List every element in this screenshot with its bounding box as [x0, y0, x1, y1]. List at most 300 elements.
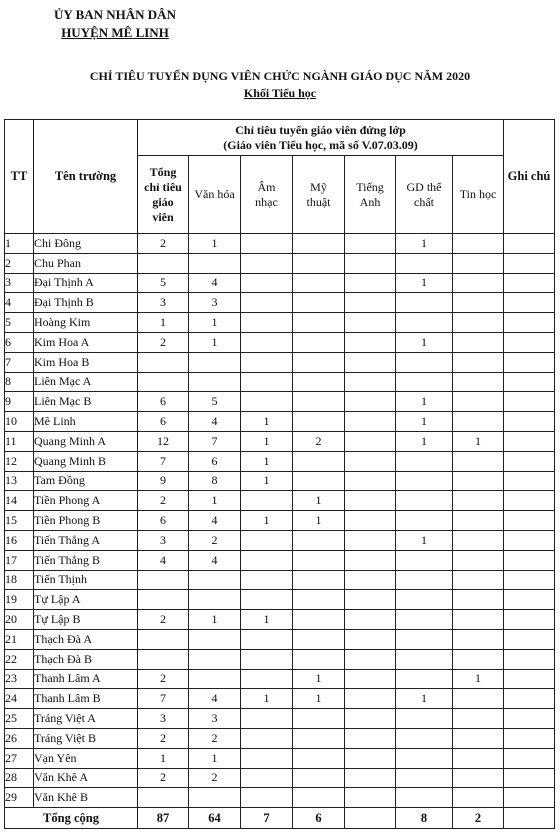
quota-value — [241, 629, 293, 649]
quota-value — [241, 768, 293, 788]
quota-value — [241, 332, 293, 352]
row-note — [504, 728, 555, 748]
quota-value — [241, 293, 293, 313]
quota-value — [293, 530, 345, 550]
row-note — [504, 491, 555, 511]
quota-value — [293, 253, 345, 273]
table-row — [5, 610, 555, 630]
table-row — [5, 511, 555, 531]
quota-value — [241, 748, 293, 768]
document-title: CHỈ TIÊU TUYỂN DỤNG VIÊN CHỨC NGÀNH GIÁO DỤC NĂM 2020 — [89, 69, 471, 83]
total-value: 2 — [453, 808, 504, 829]
row-number: 25 — [5, 709, 34, 729]
row-number: 5 — [5, 313, 34, 333]
row-number: 20 — [5, 610, 34, 630]
total-value: 8 — [396, 808, 453, 829]
header-english-l2: Anh — [359, 194, 381, 209]
quota-value — [138, 352, 189, 372]
total-value: 6 — [293, 808, 345, 829]
row-note — [504, 709, 555, 729]
header-it-l1: Tin học — [459, 187, 497, 201]
quota-value: 2 — [189, 530, 241, 550]
total-value: 7 — [241, 808, 293, 829]
quota-value: 7 — [138, 451, 189, 471]
quota-value: 1 — [293, 511, 345, 531]
quota-value: 1 — [293, 669, 345, 689]
quota-value — [189, 570, 241, 590]
quota-value — [293, 748, 345, 768]
quota-value — [453, 273, 504, 293]
table-row — [5, 352, 555, 372]
quota-value — [241, 234, 293, 254]
quota-value — [345, 273, 396, 293]
row-note — [504, 689, 555, 709]
row-note — [504, 590, 555, 610]
header-total — [138, 156, 189, 234]
school-name: Liên Mạc A — [34, 372, 138, 392]
row-number: 15 — [5, 511, 34, 531]
quota-value — [293, 352, 345, 372]
quota-value — [453, 570, 504, 590]
table-row — [5, 649, 555, 669]
quota-value — [345, 352, 396, 372]
school-name: Tiến Thịnh — [34, 570, 138, 590]
quota-value — [345, 451, 396, 471]
quota-value: 1 — [293, 491, 345, 511]
row-number: 12 — [5, 451, 34, 471]
quota-value — [293, 709, 345, 729]
school-name: Tự Lập A — [34, 590, 138, 610]
quota-value: 2 — [138, 669, 189, 689]
school-name: Tự Lập B — [34, 610, 138, 630]
table-row — [5, 689, 555, 709]
school-name: Thạch Đà B — [34, 649, 138, 669]
row-note — [504, 511, 555, 531]
quota-value: 4 — [189, 689, 241, 709]
row-note — [504, 788, 555, 808]
quota-value — [453, 511, 504, 531]
row-note — [504, 352, 555, 372]
quota-value — [241, 728, 293, 748]
quota-value: 1 — [138, 313, 189, 333]
quota-value: 7 — [189, 431, 241, 451]
quota-value — [345, 709, 396, 729]
row-number: 16 — [5, 530, 34, 550]
quota-value — [189, 649, 241, 669]
quota-value — [345, 768, 396, 788]
quota-value — [453, 530, 504, 550]
quota-value — [396, 451, 453, 471]
row-number: 21 — [5, 629, 34, 649]
quota-value: 2 — [189, 728, 241, 748]
row-note — [504, 649, 555, 669]
quota-value: 1 — [241, 451, 293, 471]
quota-value: 1 — [396, 689, 453, 709]
row-note — [504, 392, 555, 412]
school-name: Tam Đồng — [34, 471, 138, 491]
table-row — [5, 629, 555, 649]
header-total-l3: giáo — [152, 194, 174, 209]
table-row — [5, 550, 555, 570]
quota-value: 2 — [138, 728, 189, 748]
quota-value: 3 — [189, 709, 241, 729]
row-number: 8 — [5, 372, 34, 392]
row-number: 6 — [5, 332, 34, 352]
quota-value — [396, 372, 453, 392]
quota-value — [138, 590, 189, 610]
quota-value — [241, 590, 293, 610]
quota-value: 4 — [189, 412, 241, 432]
table-row — [5, 768, 555, 788]
row-number: 26 — [5, 728, 34, 748]
quota-value — [241, 352, 293, 372]
row-number: 17 — [5, 550, 34, 570]
quota-value — [453, 352, 504, 372]
row-number: 2 — [5, 253, 34, 273]
row-number: 11 — [5, 431, 34, 451]
quota-value — [189, 629, 241, 649]
row-note — [504, 313, 555, 333]
agency-line-2: HUYỆN MÊ LINH — [61, 25, 169, 40]
quota-value: 9 — [138, 471, 189, 491]
quota-value — [293, 372, 345, 392]
quota-value — [396, 293, 453, 313]
issuing-agency — [30, 6, 200, 42]
school-name: Thanh Lâm A — [34, 669, 138, 689]
quota-value: 1 — [241, 689, 293, 709]
quota-value — [345, 728, 396, 748]
school-name: Quang Minh A — [34, 431, 138, 451]
row-note — [504, 570, 555, 590]
quota-value — [293, 768, 345, 788]
row-number: 3 — [5, 273, 34, 293]
school-name: Đại Thịnh B — [34, 293, 138, 313]
school-name: Kim Hoa B — [34, 352, 138, 372]
quota-value — [396, 313, 453, 333]
quota-value — [453, 629, 504, 649]
quota-value: 1 — [241, 471, 293, 491]
quota-value — [189, 788, 241, 808]
quota-value — [453, 788, 504, 808]
quota-value — [345, 313, 396, 333]
school-name: Tiền Phong A — [34, 491, 138, 511]
row-note — [504, 471, 555, 491]
quota-value — [189, 590, 241, 610]
table-row — [5, 451, 555, 471]
row-number: 28 — [5, 768, 34, 788]
header-note: Ghi chú — [504, 120, 555, 234]
quota-value — [345, 491, 396, 511]
total-row — [5, 808, 555, 829]
school-name: Quang Minh B — [34, 451, 138, 471]
quota-value — [241, 253, 293, 273]
quota-value — [345, 590, 396, 610]
quota-value — [396, 669, 453, 689]
quota-value: 2 — [293, 431, 345, 451]
school-name: Chi Đông — [34, 234, 138, 254]
quota-value — [453, 313, 504, 333]
quota-value — [453, 491, 504, 511]
header-music-l2: nhạc — [255, 194, 278, 209]
row-number: 24 — [5, 689, 34, 709]
quota-value — [453, 471, 504, 491]
quota-value — [345, 570, 396, 590]
quota-value — [453, 253, 504, 273]
header-total-l1: Tổng — [149, 164, 177, 179]
header-group — [138, 120, 504, 156]
quota-value — [293, 313, 345, 333]
quota-value: 1 — [241, 610, 293, 630]
quota-value — [293, 471, 345, 491]
quota-value — [345, 253, 396, 273]
quota-value — [396, 570, 453, 590]
quota-value: 6 — [138, 511, 189, 531]
quota-value — [345, 689, 396, 709]
quota-value — [396, 788, 453, 808]
header-culture — [189, 156, 241, 234]
quota-value — [293, 610, 345, 630]
quota-value — [138, 570, 189, 590]
row-note — [504, 431, 555, 451]
quota-value: 1 — [189, 748, 241, 768]
row-note — [504, 629, 555, 649]
quota-value: 1 — [189, 234, 241, 254]
header-pe-l2: chất — [414, 194, 434, 209]
header-english-l1: Tiếng — [356, 179, 384, 194]
row-number: 10 — [5, 412, 34, 432]
quota-value — [345, 293, 396, 313]
row-number: 27 — [5, 748, 34, 768]
table-row — [5, 431, 555, 451]
header-art — [293, 156, 345, 234]
row-note — [504, 530, 555, 550]
quota-value: 3 — [138, 293, 189, 313]
quota-value — [345, 610, 396, 630]
row-note — [504, 234, 555, 254]
table-row — [5, 273, 555, 293]
document-subtitle-wrap — [0, 85, 560, 101]
row-note — [504, 451, 555, 471]
quota-value: 1 — [396, 273, 453, 293]
header-art-l2: thuật — [306, 194, 331, 209]
school-name: Tráng Việt B — [34, 728, 138, 748]
quota-value — [293, 392, 345, 412]
quota-value — [241, 550, 293, 570]
quota-value: 1 — [189, 332, 241, 352]
quota-value — [241, 372, 293, 392]
school-name: Thanh Lâm B — [34, 689, 138, 709]
quota-value — [189, 352, 241, 372]
header-total-l4: viên — [152, 209, 174, 224]
quota-value — [189, 253, 241, 273]
quota-value — [241, 313, 293, 333]
header-art-l1: Mỹ — [310, 179, 327, 194]
quota-value — [453, 550, 504, 570]
row-number: 22 — [5, 649, 34, 669]
row-number: 23 — [5, 669, 34, 689]
quota-value: 4 — [189, 273, 241, 293]
quota-value: 1 — [241, 431, 293, 451]
quota-value — [138, 629, 189, 649]
quota-value — [293, 550, 345, 570]
school-name: Tiến Thắng A — [34, 530, 138, 550]
school-name: Tiến Thắng B — [34, 550, 138, 570]
quota-value: 2 — [138, 610, 189, 630]
school-name: Chu Phan — [34, 253, 138, 273]
quota-value: 7 — [138, 689, 189, 709]
quota-value — [453, 768, 504, 788]
quota-value — [345, 550, 396, 570]
quota-value — [453, 332, 504, 352]
quota-value — [241, 392, 293, 412]
quota-value — [138, 253, 189, 273]
total-note — [504, 808, 555, 829]
quota-value — [293, 234, 345, 254]
quota-value — [453, 372, 504, 392]
header-group-line-2: (Giáo viên Tiểu học, mã số V.07.03.09) — [223, 137, 418, 152]
table-row — [5, 709, 555, 729]
row-number: 9 — [5, 392, 34, 412]
quota-value — [396, 709, 453, 729]
quota-value — [345, 392, 396, 412]
quota-value: 2 — [189, 768, 241, 788]
quota-value — [293, 788, 345, 808]
quota-value — [345, 530, 396, 550]
quota-value — [453, 234, 504, 254]
quota-value — [138, 372, 189, 392]
table-row — [5, 748, 555, 768]
quota-value: 4 — [189, 511, 241, 531]
row-note — [504, 669, 555, 689]
quota-value — [345, 471, 396, 491]
table-row — [5, 669, 555, 689]
table-row — [5, 332, 555, 352]
quota-value: 1 — [241, 412, 293, 432]
header-pe-l1: GD thể — [406, 179, 442, 194]
quota-value: 1 — [138, 748, 189, 768]
quota-value — [396, 352, 453, 372]
quota-value: 1 — [189, 313, 241, 333]
table-row — [5, 788, 555, 808]
quota-value: 4 — [189, 550, 241, 570]
row-number: 19 — [5, 590, 34, 610]
row-number: 29 — [5, 788, 34, 808]
quota-value: 6 — [138, 392, 189, 412]
quota-value — [453, 649, 504, 669]
total-label: Tổng cộng — [5, 808, 138, 829]
row-note — [504, 610, 555, 630]
school-name: Thạch Đà A — [34, 629, 138, 649]
table-row — [5, 590, 555, 610]
quota-value: 1 — [453, 431, 504, 451]
quota-value — [396, 471, 453, 491]
table-body — [5, 234, 555, 808]
quota-value: 8 — [189, 471, 241, 491]
total-value — [345, 808, 396, 829]
quota-value: 1 — [453, 669, 504, 689]
quota-value: 4 — [138, 550, 189, 570]
quota-value — [241, 669, 293, 689]
row-number: 13 — [5, 471, 34, 491]
quota-value — [396, 590, 453, 610]
quota-value — [396, 491, 453, 511]
header-total-l2: chỉ tiêu — [144, 179, 182, 194]
quota-value — [345, 372, 396, 392]
quota-value — [345, 412, 396, 432]
quota-value — [453, 590, 504, 610]
quota-value — [345, 788, 396, 808]
row-number: 18 — [5, 570, 34, 590]
quota-value — [345, 649, 396, 669]
quota-value — [241, 530, 293, 550]
quota-value: 3 — [138, 709, 189, 729]
quota-value — [396, 511, 453, 531]
quota-value: 1 — [396, 530, 453, 550]
table-row — [5, 253, 555, 273]
table-row — [5, 728, 555, 748]
quota-value — [189, 669, 241, 689]
quota-value — [293, 293, 345, 313]
table-row — [5, 491, 555, 511]
quota-value — [345, 234, 396, 254]
school-name: Liên Mạc B — [34, 392, 138, 412]
total-value: 64 — [189, 808, 241, 829]
header-music — [241, 156, 293, 234]
quota-value — [293, 451, 345, 471]
quota-value — [453, 748, 504, 768]
quota-value — [189, 372, 241, 392]
header-pe — [396, 156, 453, 234]
quota-value: 2 — [138, 234, 189, 254]
quota-value: 5 — [189, 392, 241, 412]
quota-value — [453, 709, 504, 729]
quota-value: 1 — [293, 689, 345, 709]
quota-value — [293, 273, 345, 293]
school-name: Kim Hoa A — [34, 332, 138, 352]
quota-value — [396, 748, 453, 768]
school-name: Tiền Phong B — [34, 511, 138, 531]
document-subtitle: Khối Tiểu học — [243, 86, 317, 100]
quota-value: 1 — [396, 412, 453, 432]
agency-line-1: ỦY BAN NHÂN DÂN — [54, 7, 176, 22]
quota-value — [293, 728, 345, 748]
quota-value — [138, 649, 189, 669]
quota-value — [345, 332, 396, 352]
quota-value — [241, 273, 293, 293]
total-value: 87 — [138, 808, 189, 829]
quota-value — [345, 511, 396, 531]
recruitment-table — [4, 119, 555, 829]
quota-value: 1 — [396, 431, 453, 451]
row-note — [504, 412, 555, 432]
school-name: Tráng Việt A — [34, 709, 138, 729]
quota-value — [396, 728, 453, 748]
quota-value: 1 — [396, 392, 453, 412]
quota-value — [293, 412, 345, 432]
quota-value — [396, 629, 453, 649]
quota-value: 3 — [138, 530, 189, 550]
quota-value — [396, 550, 453, 570]
header-culture-l1: Văn hóa — [194, 187, 235, 201]
school-name: Văn Khê A — [34, 768, 138, 788]
quota-value: 1 — [396, 332, 453, 352]
quota-value: 5 — [138, 273, 189, 293]
quota-value — [345, 669, 396, 689]
table-row — [5, 530, 555, 550]
row-note — [504, 273, 555, 293]
row-note — [504, 253, 555, 273]
quota-value: 2 — [138, 332, 189, 352]
